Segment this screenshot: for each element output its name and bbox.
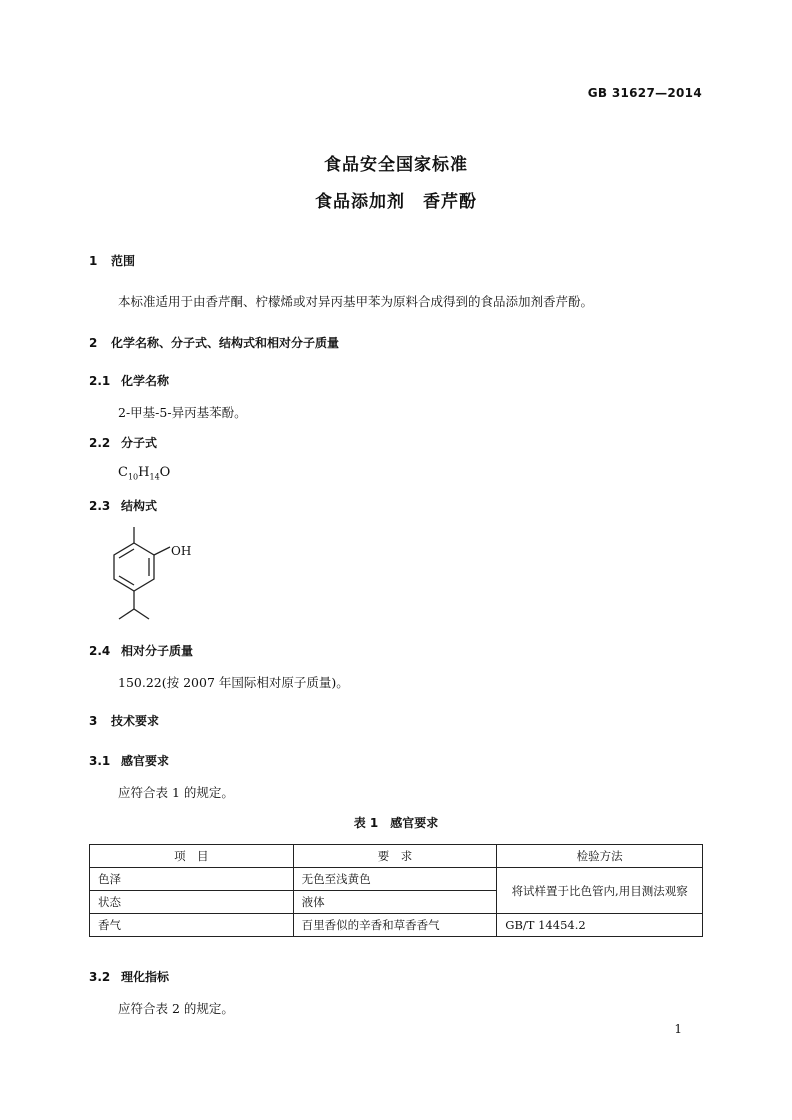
table-cell: 液体 [293, 891, 497, 914]
table-cell: 将试样置于比色管内,用目测法观察 [497, 868, 703, 914]
standard-number: GB 31627—2014 [587, 86, 702, 100]
page-number: 1 [674, 1022, 682, 1036]
table-cell: 色泽 [90, 868, 294, 891]
table-header-cell: 项 目 [90, 845, 294, 868]
section-2-1-text: 2-甲基-5-异丙基苯酚。 [118, 405, 247, 420]
section-2-heading: 2 化学名称、分子式、结构式和相对分子质量 [89, 336, 340, 350]
section-1-heading: 1 范围 [89, 254, 136, 268]
molecular-formula: $C_{10}H_{14}O$ [118, 465, 171, 482]
section-3-2-text: 应符合表 2 的规定。 [118, 1001, 234, 1016]
table-header-cell: 检验方法 [497, 845, 703, 868]
table-1-caption: 表 1 感官要求 [353, 816, 439, 830]
table-header-cell: 要 求 [293, 845, 497, 868]
section-2-4-heading: 2.4 相对分子质量 [89, 644, 194, 658]
section-2-3-heading: 2.3 结构式 [89, 499, 158, 513]
table-cell: 香气 [90, 914, 294, 937]
table-1 [89, 844, 703, 937]
table-header-row [90, 845, 703, 868]
oh-label: OH [171, 544, 192, 558]
section-2-2-heading: 2.2 分子式 [89, 436, 158, 450]
section-1-text: 本标准适用于由香芹酮、柠檬烯或对异丙基甲苯为原料合成得到的食品添加剂香芹酚。 [118, 294, 594, 309]
table-row [90, 868, 703, 891]
section-3-1-heading: 3.1 感官要求 [89, 754, 170, 768]
section-3-heading: 3 技术要求 [89, 714, 160, 728]
section-2-4-text: 150.22(按 2007 年国际相对原子质量)。 [118, 675, 349, 690]
section-2-1-heading: 2.1 化学名称 [89, 374, 170, 388]
table-cell: GB/T 14454.2 [497, 914, 703, 937]
structural-formula [104, 527, 204, 633]
page-subtitle: 食品添加剂 香芹酚 [315, 192, 477, 212]
section-3-1-text: 应符合表 1 的规定。 [118, 785, 234, 800]
table-cell: 无色至浅黄色 [293, 868, 497, 891]
section-3-2-heading: 3.2 理化指标 [89, 970, 170, 984]
page-title: 食品安全国家标准 [324, 155, 468, 175]
table-row [90, 914, 703, 937]
table-cell: 状态 [90, 891, 294, 914]
table-cell: 百里香似的辛香和草香香气 [293, 914, 497, 937]
